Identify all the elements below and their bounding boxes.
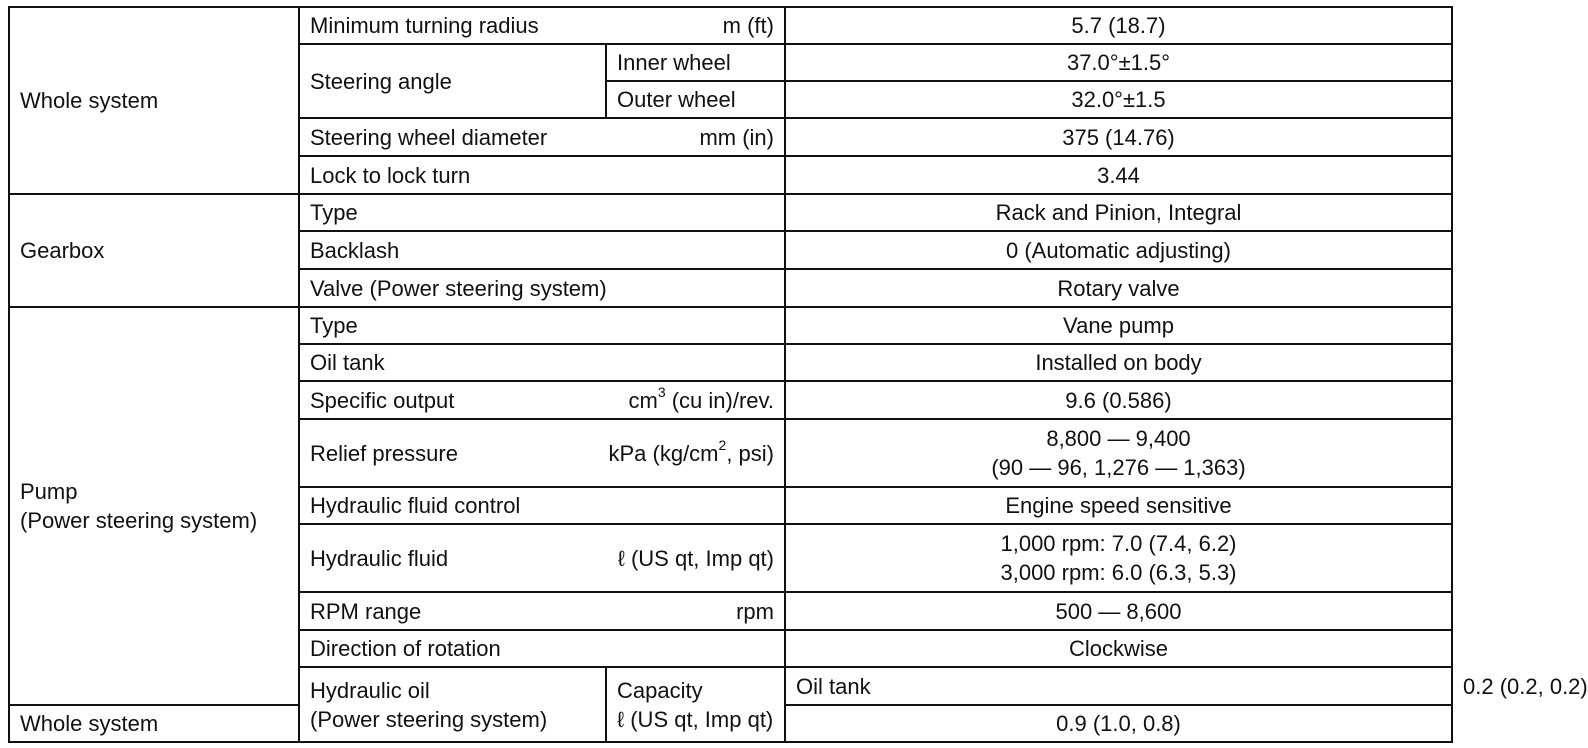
item-capacity [606,667,785,742]
item-relief-pressure [299,419,785,487]
item-capacity-whole-system: Whole system [9,705,299,742]
item-label: Minimum turning radius [310,13,539,38]
table-row [9,194,1452,231]
value-min-turning-radius: 5.7 (18.7) [785,7,1452,44]
value-line: 8,800 — 9,400 [1046,426,1191,451]
value-lock-to-lock-turn: 3.44 [785,156,1452,194]
item-label: Relief pressure [310,440,458,466]
item-valve: Valve (Power steering system) [299,269,785,307]
item-unit: kPa ($kg/cm^2$, psi) [608,437,774,466]
category-hydraulic-oil-line1: Hydraulic oil [310,677,430,703]
item-gearbox-type: Type [299,194,785,231]
value-line: 3,000 rpm: 6.0 (6.3, 5.3) [1000,560,1237,585]
item-unit: $cm^3$ (cu in)/rev. [628,384,774,413]
category-hydraulic-oil [299,667,606,742]
item-hydraulic-fluid [299,524,785,592]
category-pump [9,307,299,705]
value-line: (90 — 96, 1,276 — 1,363) [991,455,1246,480]
value-steering-wheel-diameter: 375 (14.76) [785,118,1452,156]
value-gearbox-type: Rack and Pinion, Integral [785,194,1452,231]
table-row: Hydraulic oil (Power steering system) Capacity ℓ (US qt, Imp qt) Oil tank 0.2 (0.2, 0.2) [9,667,1452,705]
value-capacity-whole-system: 0.9 (1.0, 0.8) [785,705,1452,742]
category-pump-line1: Pump [20,479,78,504]
item-specific-output [299,381,785,419]
item-unit: mm (in) [699,124,774,150]
item-label: Hydraulic fluid [310,545,449,571]
value-pump-type: Vane pump [785,307,1452,344]
item-unit: m (ft) [722,13,774,38]
category-hydraulic-oil-line2: (Power steering system) [310,706,548,732]
capacity-line1: Capacity [617,677,703,703]
item-label: Specific output [310,387,455,413]
value-valve: Rotary valve [785,269,1452,307]
category-pump-line2: (Power steering system) [20,508,258,533]
table-row [9,307,1452,344]
value-backlash: 0 (Automatic adjusting) [785,231,1452,269]
item-min-turning-radius [299,7,785,44]
value-hydraulic-fluid [785,524,1452,592]
value-direction-of-rotation: Clockwise [785,630,1452,667]
item-lock-to-lock-turn: Lock to lock turn [299,156,785,194]
item-label: Steering wheel diameter [310,124,548,150]
capacity-line2: ℓ (US qt, Imp qt) [617,706,774,732]
item-unit: rpm [736,598,774,624]
value-relief-pressure [785,419,1452,487]
item-label: RPM range [310,598,422,624]
value-line: 1,000 rpm: 7.0 (7.4, 6.2) [1000,531,1237,556]
item-oil-tank: Oil tank [299,344,785,381]
value-specific-output: 9.6 (0.586) [785,381,1452,419]
steering-spec-table [8,6,1588,743]
item-steering-angle: Steering angle [299,44,606,118]
value-outer-wheel: 32.0°±1.5 [785,81,1452,118]
value-inner-wheel: 37.0°±1.5° [785,44,1452,81]
value-oil-tank: Installed on body [785,344,1452,381]
item-capacity-oil-tank: Oil tank [785,667,1452,705]
item-direction-of-rotation: Direction of rotation [299,630,785,667]
item-pump-type: Type [299,307,785,344]
item-steering-wheel-diameter [299,118,785,156]
item-inner-wheel: Inner wheel [606,44,785,81]
value-rpm-range: 500 — 8,600 [785,592,1452,630]
item-rpm-range [299,592,785,630]
item-backlash: Backlash [299,231,785,269]
value-fluid-control: Engine speed sensitive [785,487,1452,524]
category-whole-system: Whole system [9,7,299,194]
item-fluid-control: Hydraulic fluid control [299,487,785,524]
item-unit: ℓ (US qt, Imp qt) [617,545,774,571]
table-row [9,7,1452,44]
item-outer-wheel: Outer wheel [606,81,785,118]
category-gearbox: Gearbox [9,194,299,307]
